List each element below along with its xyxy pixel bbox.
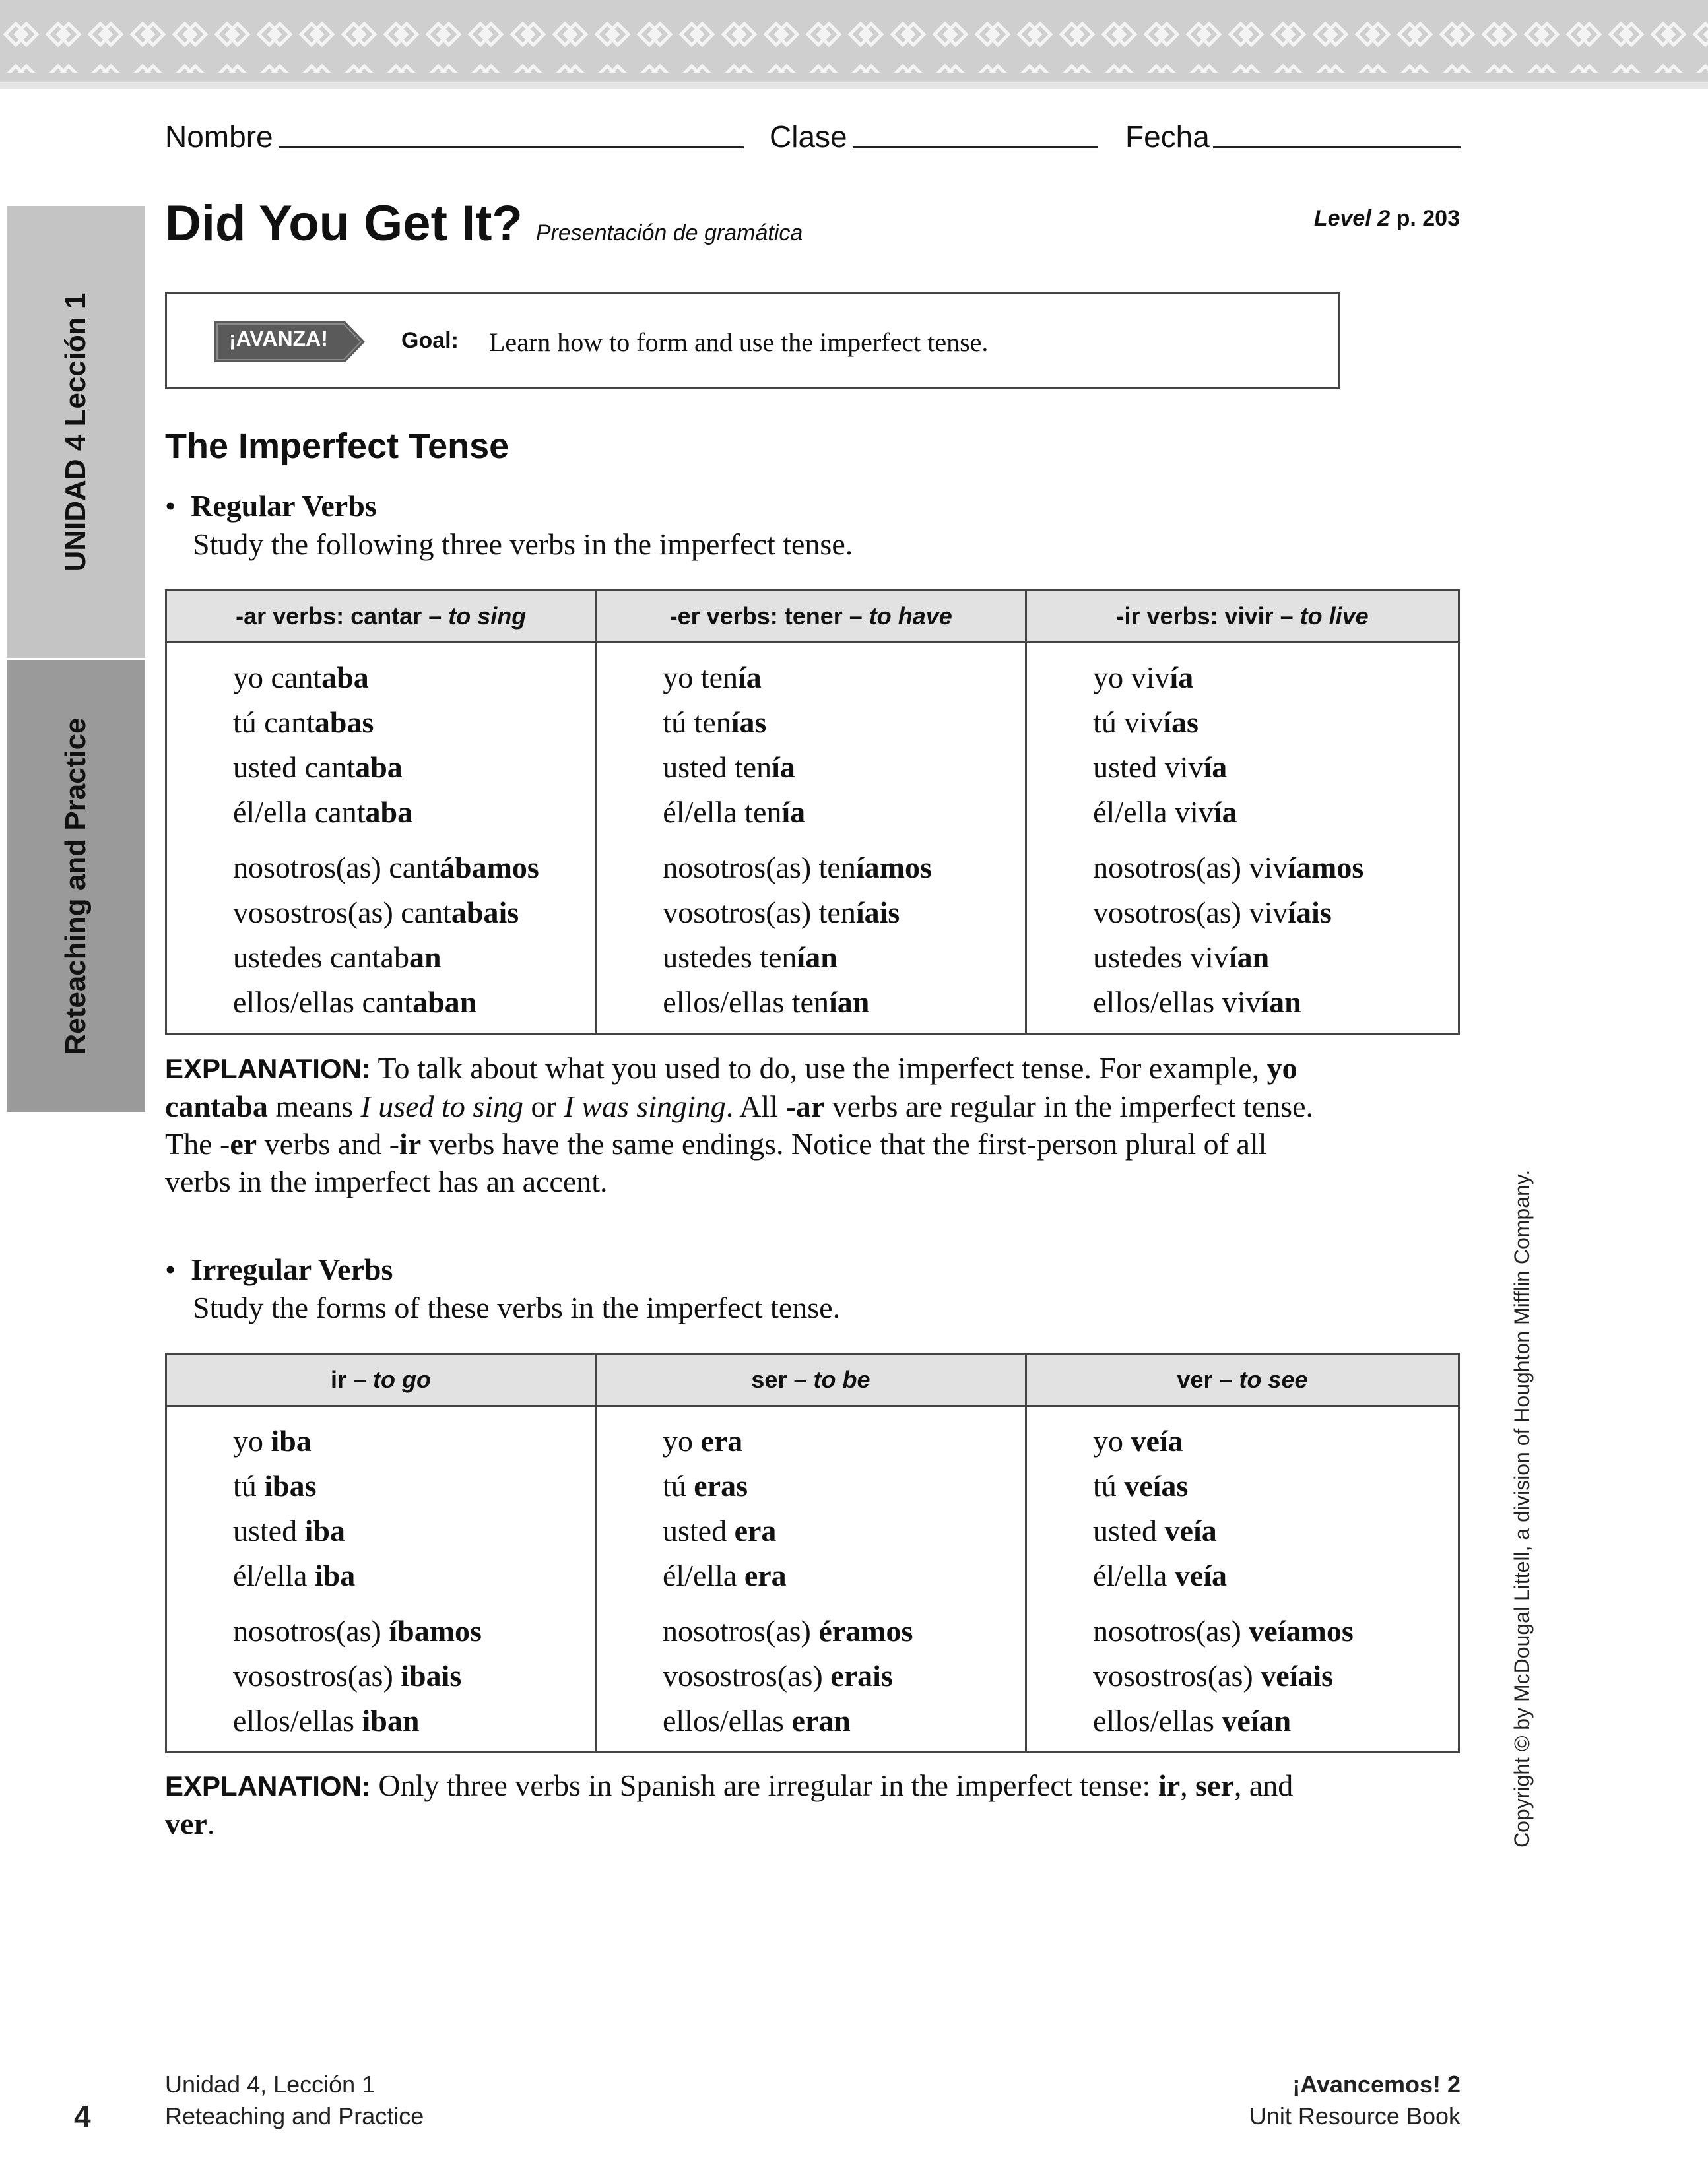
date-label: Fecha [1125,119,1210,154]
regular-verbs-heading [165,488,377,523]
verb-form: nosotros(as) vivíamos [1093,851,1364,884]
regular-header-ir: -ir verbs: vivir – to live [1026,591,1459,643]
verb-form: él/ella iba [233,1559,356,1592]
irregular-header-ir: ir – to go [166,1354,596,1406]
level-label: Level 2 [1313,206,1391,231]
side-tab-unit-label: UNIDAD 4 Lección 1 [59,292,92,571]
group-spacer [1027,835,1458,845]
verb-form: ustedes cantaban [233,940,442,974]
regular-column-ar [166,643,596,1034]
verb-form: él/ella era [662,1559,787,1592]
verb-form: yo cantaba [233,661,369,694]
group-spacer [167,835,595,845]
verb-form: vosostros(as) veíais [1092,1659,1334,1693]
page-title-main: Did You Get It? [165,195,523,251]
irregular-header-ver: ver – to see [1026,1354,1459,1406]
irregular-verbs-heading [165,1252,393,1287]
verb-form: yo iba [233,1424,312,1458]
explanation-label: EXPLANATION: [165,1053,371,1084]
name-field[interactable] [279,146,744,148]
verb-form: tú vivías [1093,705,1199,739]
verb-form: yo vivía [1093,661,1194,694]
irregular-verbs-instruction: Study the forms of these verbs in the imperfect tense. [193,1291,841,1324]
explanation-irregular [165,1767,1327,1842]
verb-form: usted iba [233,1514,345,1547]
goal-box [165,292,1340,389]
irregular-column-ser [595,1406,1026,1753]
side-tab-section [7,660,145,1112]
name-label: Nombre [165,119,273,154]
verb-form: vosostros(as) cantabais [233,895,519,929]
group-spacer [1027,1598,1458,1609]
verb-form: nosotros(as) cantábamos [233,851,539,884]
regular-verbs-header-row [166,591,1459,643]
page-number: 4 [74,2099,91,2133]
class-field[interactable] [853,146,1098,148]
verb-form: usted tenía [663,750,795,784]
verb-form: él/ella tenía [663,795,806,829]
irregular-header-ser: ser – to be [595,1354,1026,1406]
avanza-badge-text: ¡AVANZA! [229,327,328,350]
verb-form: nosotros(as) éramos [662,1614,913,1648]
irregular-column-ir [166,1406,596,1753]
level-page: p. 203 [1390,206,1460,231]
regular-verbs-instruction: Study the following three verbs in the imperfect tense. [193,527,853,561]
regular-verbs-table [165,589,1460,1035]
irregular-column-ver [1026,1406,1459,1753]
verb-form: ellos/ellas tenían [663,985,870,1019]
verb-form: ellos/ellas cantaban [233,985,477,1019]
footer-book-subtitle: Unit Resource Book [1249,2102,1461,2129]
regular-column-er [596,643,1026,1034]
verb-form: yo era [662,1424,743,1458]
side-tab-unit [7,206,145,658]
regular-verbs-title: Regular Verbs [191,489,377,523]
goal-label: Goal: [401,328,459,353]
verb-form: tú eras [662,1469,748,1503]
verb-form: usted era [662,1514,777,1547]
regular-header-er: -er verbs: tener – to have [596,591,1026,643]
section-title: The Imperfect Tense [165,426,509,466]
bullet-icon: • [165,1252,176,1286]
verb-form: ustedes tenían [663,940,838,974]
verb-form: tú veías [1092,1469,1189,1503]
explanation-label: EXPLANATION: [165,1770,371,1801]
verb-form: yo veía [1092,1424,1183,1458]
irregular-verbs-table [165,1353,1460,1753]
verb-form: yo tenía [663,661,762,694]
page-subtitle: Presentación de gramática [535,220,803,245]
regular-column-ir [1026,643,1459,1034]
group-spacer [167,1598,595,1609]
verb-form: vosotros(as) vivíais [1093,895,1332,929]
verb-form: usted veía [1092,1514,1217,1547]
verb-form: nosotros(as) teníamos [663,851,932,884]
level-reference [1314,206,1460,232]
verb-form: vosostros(as) erais [662,1659,893,1693]
verb-form: ellos/ellas vivían [1093,985,1301,1019]
goal-text: Learn how to form and use the imperfect tense. [489,327,989,357]
verb-form: ellos/ellas iban [233,1704,420,1737]
decorative-header-band [0,0,1708,89]
irregular-verbs-body-row [166,1406,1459,1753]
verb-form: nosotros(as) veíamos [1092,1614,1354,1648]
irregular-verbs-header-row [166,1354,1459,1406]
class-label: Clase [770,119,847,154]
footer-unit: Unidad 4, Lección 1 [165,2071,376,2098]
verb-form: tú tenías [663,705,767,739]
verb-form: él/ella veía [1092,1559,1228,1592]
explanation-irregular-text: Only three verbs in Spanish are irregular in the imperfect tense: ir, ser, and ver. [165,1768,1294,1840]
side-tab-section-label: Reteaching and Practice [59,717,92,1055]
verb-form: usted vivía [1093,750,1228,784]
verb-form: él/ella cantaba [233,795,413,829]
date-field[interactable] [1213,146,1461,148]
verb-form: tú cantabas [233,705,374,739]
page-title [165,195,803,252]
footer-book-title: ¡Avancemos! 2 [1292,2071,1461,2098]
verb-form: nosotros(as) íbamos [233,1614,482,1648]
footer-section: Reteaching and Practice [165,2102,424,2129]
verb-form: tú ibas [233,1469,317,1503]
regular-verbs-body-row [166,643,1459,1034]
verb-form: vosostros(as) ibais [233,1659,462,1693]
decorative-pattern [0,0,1708,89]
bullet-icon: • [165,489,176,523]
explanation-regular-text: To talk about what you used to do, use the imperfect tense. For example, yo cantaba means I used to sing or I was singing. All -ar verbs are regular in the imperfect tense. The -er verbs and -ir verbs have the same endings. Notice that the first-person plural of all verbs in the imperfect has an accent. [165,1051,1313,1198]
irregular-verbs-title: Irregular Verbs [191,1252,393,1286]
verb-form: ellos/ellas eran [662,1704,851,1737]
verb-form: usted cantaba [233,750,403,784]
explanation-regular [165,1049,1327,1200]
verb-form: vosotros(as) teníais [663,895,900,929]
verb-form: ustedes vivían [1093,940,1270,974]
avanza-badge [214,321,366,362]
group-spacer [597,835,1025,845]
verb-form: ellos/ellas veían [1092,1704,1292,1737]
group-spacer [597,1598,1025,1609]
copyright-notice: Copyright © by McDougal Littell, a division of Houghton Mifflin Company. [1510,1169,1534,1848]
regular-header-ar: -ar verbs: cantar – to sing [166,591,596,643]
verb-form: él/ella vivía [1093,795,1237,829]
